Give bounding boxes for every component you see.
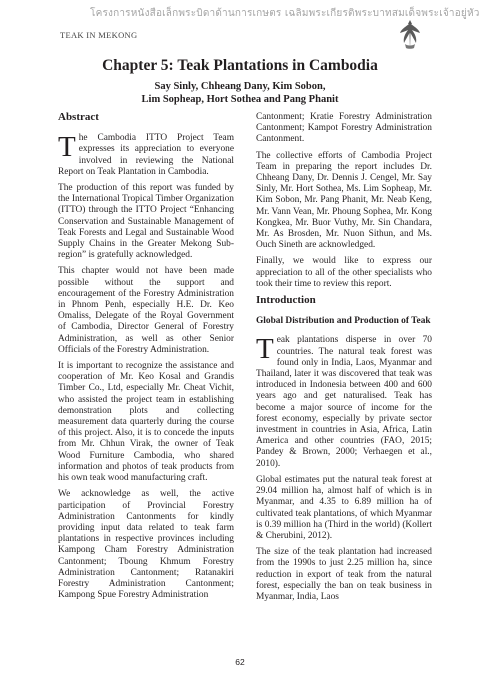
right-paragraph-2: The collective efforts of Cambodia Project Team in preparing the report includes Dr. Chheang Dany, Dr. Dennis J. Cengel, Mr. Say Sinly, Mr. Hort Sothea, Ms. Lim Sopheap, Mr. Kim Sobon, Mr. Pang Phanit, Mr. Neab Keng, Mr. Vann Vean, Mr. Phoung Sophea, Mr. Kong Kongkea, Mr. Buor Vuthy, Mr. Sin Chandara, Mr. As Brosden, Mr. Nuon Sithun, and Ms. Ouch Sineth are acknowledged. bbox=[256, 150, 432, 251]
authors-line-2: Lim Sopheap, Hort Sothea and Pang Phanit bbox=[141, 94, 339, 105]
thai-header-line: โครงการหนังสือเล็กพระบิดาด้านการเกษตร เฉลิมพระเกียรติพระบาทสมเด็จพระเจ้าอยู่หัว bbox=[90, 8, 480, 19]
royal-emblem-icon bbox=[397, 18, 423, 52]
authors-line-1: Say Sinly, Chheang Dany, Kim Sobon, bbox=[154, 81, 326, 92]
chapter-title: Chapter 5: Teak Plantations in Cambodia bbox=[102, 57, 378, 74]
right-column bbox=[256, 112, 432, 608]
paragraph-text: he Cambodia ITTO Project Team expresses its appreciation to everyone involved in reviewing the National Report on Teak Plantation in Cambodia. bbox=[58, 133, 234, 177]
running-head: TEAK IN MEKONG bbox=[60, 30, 138, 40]
drop-cap: T bbox=[58, 131, 76, 164]
drop-cap: T bbox=[256, 333, 274, 366]
abstract-paragraph-2: The production of this report was funded by the International Tropical Timber Organization (ITTO) through the ITTO Project “Enhancing Conservation and Sustainable Management of Teak Forests and Legal and Sustainable Wood Supply Chains in the Greater Mekong Sub-region” is gratefully acknowledged. bbox=[58, 183, 234, 261]
abstract-paragraph-4: It is important to recognize the assistance and cooperation of Mr. Keo Kosal and Grandis Timber Co., Ltd, especially Mr. Cheat Vichit, who assisted the project team in establishing demonstration plots and collecting measurement data quarterly during the course of this project. Also, it is to concede the inputs from Mr. Chhun Virak, the owner of Teak Wood Furniture Cambodia, who shared information and photos of teak products from his own teak wood manufacturing craft. bbox=[58, 361, 234, 484]
subsection-heading: Global Distribution and Production of Teak bbox=[256, 316, 431, 327]
introduction-heading: Introduction bbox=[256, 294, 316, 307]
right-paragraph-1: Cantonment; Kratie Forestry Administration Cantonment; Kampot Forestry Administration Cantonment. bbox=[256, 112, 432, 145]
intro-paragraph-3: The size of the teak plantation had increased from the 1990s to just 2.25 million ha, since reduction in export of teak from the natural forest, especially the ban on teak business in Myanmar, India, Laos bbox=[256, 547, 432, 602]
abstract-heading: Abstract bbox=[58, 111, 99, 123]
page-number: 62 bbox=[235, 657, 245, 667]
abstract-paragraph-3: This chapter would not have been made possible without the support and encouragement of the Forestry Administration in Phnom Penh, especially H.E. Dr. Keo Omaliss, Delegate of the Royal Government of Cambodia, Director General of Forestry Administration, as well as other Senior Officials of the Forestry Administration. bbox=[58, 266, 234, 355]
left-column bbox=[58, 110, 234, 606]
authors bbox=[0, 80, 480, 106]
abstract-paragraph-5: We acknowledge as well, the active participation of Provincial Forestry Administration Cantonments for kindly providing input data related to teak farm plantations in respective provinces including Kampong Cham Forestry Administration Cantonment; Tboung Khmum Forestry Administration Cantonment; Ratanakiri Forestry Administration Cantonment; Kampong Spue Forestry Administration bbox=[58, 489, 234, 601]
intro-paragraph-2: Global estimates put the natural teak forest at 29.04 million ha, almost half of which is in Myanmar, and 4.35 to 6.89 million ha of cultivated teak plantations, of which Myanmar is 0.39 million ha (Third in the world) (Kollert & Cherubini, 2012). bbox=[256, 474, 432, 541]
intro-paragraph-1 bbox=[256, 335, 432, 469]
abstract-paragraph-1 bbox=[58, 133, 234, 178]
right-paragraph-3: Finally, we would like to express our appreciation to all of the other specialists who took their time to review this report. bbox=[256, 256, 432, 289]
paragraph-text: eak plantations disperse in over 70 countries. The natural teak forest was found only in India, Laos, Myanmar and Thailand, later it was discovered that teak was introduced in Indonesia between 400 and 600 years ago and get naturalised. Teak has become a major source of income for the forest economy, especially by private sector investment in countries in Asia, Africa, Latin America and other countries (FAO, 2015; Pandey & Brown, 2000; Verhaegen et al., 2010). bbox=[256, 335, 432, 469]
